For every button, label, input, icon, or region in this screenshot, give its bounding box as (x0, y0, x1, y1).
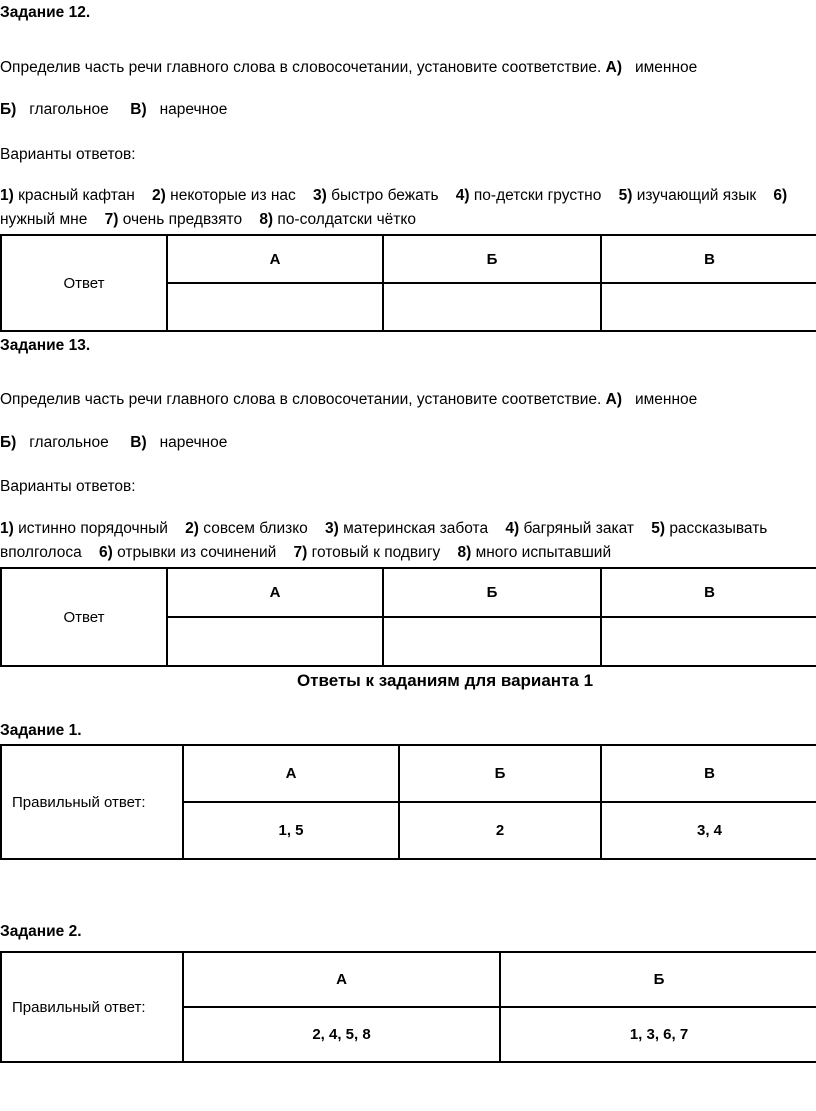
variant-text: истинно порядочный (18, 520, 168, 537)
task13-variants-line2 (0, 544, 611, 562)
variant-text: быстро бежать (331, 187, 439, 204)
column-header-b: Б (383, 235, 601, 283)
variant-text: рассказывать (669, 520, 768, 537)
answer-value-b: 2 (399, 802, 601, 859)
variant-number: 2) (152, 187, 166, 204)
variant-text: вполголоса (0, 544, 82, 561)
correct-answer-label: Правильный ответ: (1, 745, 183, 859)
column-header-v: В (601, 235, 816, 283)
option-key-v: В) (130, 434, 147, 451)
task13-instruction (0, 391, 697, 409)
task12-answer-table (0, 234, 816, 332)
task12-instruction (0, 59, 697, 77)
column-header-b: Б (399, 745, 601, 802)
option-key-b: Б) (0, 101, 17, 118)
task13-variants-label: Варианты ответов: (0, 478, 136, 495)
answer-label: Ответ (1, 568, 167, 666)
answer-cell-v[interactable] (601, 617, 816, 666)
variant-number: 1) (0, 187, 14, 204)
column-header-v: В (601, 568, 816, 617)
option-value-a: именное (634, 59, 698, 76)
option-key-a: А) (605, 59, 623, 76)
column-header-b: Б (383, 568, 601, 617)
answer-label: Ответ (1, 235, 167, 331)
variant-number: 8) (259, 211, 274, 228)
instruction-text: Определив часть речи главного слова в словосочетании, установите соответствие. (0, 391, 602, 408)
answer1-title: Задание 1. (0, 722, 82, 739)
answer-cell-v[interactable] (601, 283, 816, 331)
variant-number: 8) (457, 544, 472, 561)
answer-cell-a[interactable] (167, 617, 383, 666)
variant-text: совсем близко (203, 520, 308, 537)
variant-text: изучающий язык (636, 187, 757, 204)
variant-number: 7) (293, 544, 308, 561)
variant-text: очень предвзято (122, 211, 243, 228)
variant-text: нужный мне (0, 211, 88, 228)
option-value-v: наречное (159, 434, 228, 451)
answer-value-a: 1, 5 (183, 802, 399, 859)
column-header-a: А (183, 952, 500, 1007)
task12-options-line (0, 101, 227, 119)
task12-variants-line1 (0, 187, 787, 205)
answer-cell-b[interactable] (383, 617, 601, 666)
variant-number: 1) (0, 520, 14, 537)
variant-text: по-солдатски чётко (277, 211, 416, 228)
answer2-title: Задание 2. (0, 923, 82, 940)
task12-variants-line2 (0, 211, 416, 229)
variant-text: по-детски грустно (473, 187, 602, 204)
answer1-table (0, 744, 816, 860)
variant-number: 3) (313, 187, 327, 204)
variant-number: 2) (185, 520, 199, 537)
variant-text: некоторые из нас (170, 187, 296, 204)
option-value-v: наречное (159, 101, 228, 118)
task13-variants-line1 (0, 520, 767, 538)
column-header-a: А (167, 235, 383, 283)
variant-number: 6) (99, 544, 113, 561)
variant-number: 7) (104, 211, 119, 228)
answer-value-v: 3, 4 (601, 802, 816, 859)
column-header-b: Б (500, 952, 816, 1007)
variant-number: 5) (651, 520, 665, 537)
variant-text: готовый к подвигу (311, 544, 441, 561)
variant-text: много испытавший (475, 544, 612, 561)
variant-number: 4) (455, 187, 470, 204)
column-header-v: В (601, 745, 816, 802)
option-key-a: А) (605, 391, 623, 408)
answer-value-b: 1, 3, 6, 7 (500, 1007, 816, 1062)
variant-text: багряный закат (523, 520, 634, 537)
task13-title: Задание 13. (0, 337, 91, 354)
answer-cell-a[interactable] (167, 283, 383, 331)
variant-number: 4) (505, 520, 520, 537)
answer2-table (0, 951, 816, 1063)
option-key-b: Б) (0, 434, 17, 451)
column-header-a: А (183, 745, 399, 802)
column-header-a: А (167, 568, 383, 617)
correct-answer-label: Правильный ответ: (1, 952, 183, 1062)
variant-number: 5) (618, 187, 633, 204)
answers-heading: Ответы к заданиям для варианта 1 (296, 671, 594, 690)
task12-title: Задание 12. (0, 4, 91, 21)
option-value-b: глагольное (29, 101, 109, 118)
instruction-text: Определив часть речи главного слова в словосочетании, установите соответствие. (0, 59, 602, 76)
variant-number: 3) (325, 520, 339, 537)
variant-number: 6) (773, 187, 788, 204)
variant-text: материнская забота (343, 520, 489, 537)
variant-text: отрывки из сочинений (117, 544, 277, 561)
option-key-v: В) (130, 101, 147, 118)
answer-cell-b[interactable] (383, 283, 601, 331)
variant-text: красный кафтан (18, 187, 135, 204)
answer-value-a: 2, 4, 5, 8 (183, 1007, 500, 1062)
task12-variants-label: Варианты ответов: (0, 146, 136, 163)
option-value-a: именное (634, 391, 698, 408)
option-value-b: глагольное (29, 434, 109, 451)
task13-answer-table (0, 567, 816, 667)
task13-options-line (0, 434, 227, 452)
